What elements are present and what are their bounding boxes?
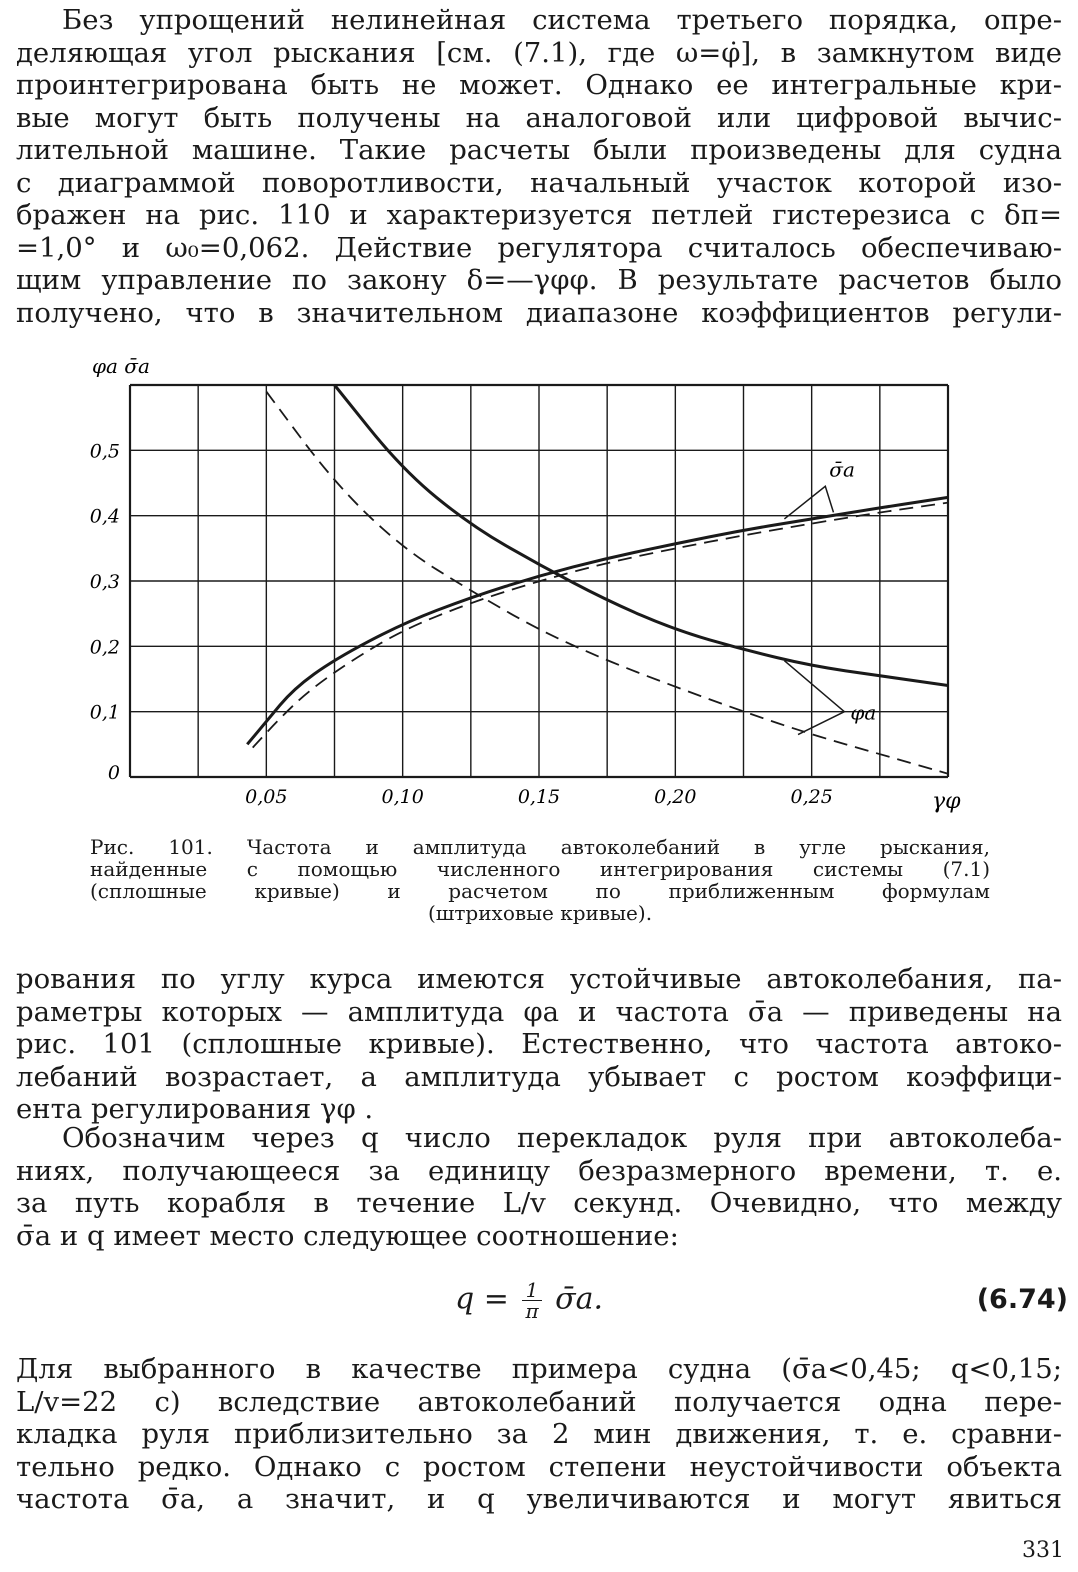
- phi-leader-line: [784, 661, 844, 735]
- text-line: σ̄a и q имеет место следующее соотношение:: [16, 1219, 679, 1252]
- x-tick-label: 0,05: [245, 786, 288, 808]
- text-line: рис. 101 (сплошные кривые). Естественно, что частота автоко-: [16, 1028, 1062, 1060]
- y-tick-label: 0,4: [90, 505, 120, 528]
- y-axis-label: φa σ̄a: [92, 355, 150, 378]
- text-line: ниях, получающееся за единицу безразмерного времени, т. е.: [16, 1154, 1062, 1187]
- formula-lhs: q =: [455, 1281, 509, 1317]
- series-0-solid: [247, 497, 948, 744]
- text-line: Без упрощений нелинейная система третьего порядка, опре-: [62, 4, 1062, 36]
- equation-6-74: [0, 1272, 1078, 1330]
- x-tick-label: 0,15: [517, 786, 561, 808]
- text-line: рования по углу курса имеются устойчивые автоколебания, па-: [16, 963, 1062, 995]
- text-line: за путь корабля в течение L/v секунд. Очевидно, что между: [16, 1187, 1062, 1219]
- caption-line: (штриховые кривые).: [427, 901, 653, 925]
- text-line: вые могут быть получены на аналоговой или цифровой вычис-: [16, 101, 1062, 134]
- formula-denominator: π: [525, 1299, 539, 1323]
- curve-annotations: [784, 457, 876, 734]
- formula-expression: [455, 1280, 603, 1321]
- paragraph-1: [16, 4, 1062, 329]
- sigma-annotation: σ̄a: [829, 457, 855, 482]
- text-line: щим управление по закону δ=—γφφ. В результате расчетов было: [16, 264, 1062, 296]
- text-line: частота σ̄a, а значит, и q увеличиваются и могут явиться: [16, 1483, 1062, 1515]
- text-line: Обозначим через q число перекладок руля при автоколеба-: [62, 1122, 1062, 1154]
- figure-101: [90, 355, 990, 825]
- text-line: лительной машине. Такие расчеты были произведены для судна: [16, 134, 1062, 166]
- y-tick-label: 0,5: [90, 440, 120, 463]
- y-tick-label: 0: [107, 762, 120, 784]
- formula-rhs: σ̄a.: [555, 1281, 604, 1317]
- x-tick-label: 0,10: [381, 786, 424, 808]
- x-tick-label: 0,20: [654, 786, 697, 808]
- text-line: с диаграммой поворотливости, начальный участок которой изо-: [16, 166, 1062, 199]
- text-line: деляющая угол рыскания [см. (7.1), где ω=φ̇], в замкнутом виде: [16, 36, 1062, 69]
- text-line: получено, что в значительном диапазоне коэффициентов регули-: [16, 296, 1062, 329]
- sigma-leader-line: [784, 486, 833, 519]
- text-line: тельно редко. Однако с ростом степени неустойчивости объекта: [16, 1450, 1062, 1483]
- text-line: =1,0° и ω₀=0,062. Действие регулятора считалось обеспечиваю-: [16, 231, 1062, 264]
- text-line: ента регулирования γφ .: [16, 1093, 374, 1125]
- page-number: 331: [1022, 1538, 1064, 1563]
- caption-line: (сплошные кривые) и расчетом по приближенным формулам: [90, 879, 990, 903]
- y-tick-label: 0,1: [90, 701, 120, 724]
- series-2-solid: [335, 385, 949, 686]
- y-tick-label: 0,3: [90, 571, 120, 593]
- paragraph-2: [16, 963, 1062, 1126]
- figure-caption: [90, 836, 990, 924]
- paragraph-3: [16, 1122, 1062, 1252]
- x-axis-label: γφ: [932, 789, 961, 814]
- text-line: раметры которых — амплитуда φa и частота σ̄a — приведены на: [16, 995, 1062, 1028]
- text-line: кладка руля приблизительно за 2 мин движения, т. е. сравни-: [16, 1418, 1062, 1450]
- text-line: проинтегрирована быть не может. Однако ее интегральные кри-: [16, 69, 1062, 101]
- text-line: L/v=22 с) вследствие автоколебаний получается одна пере-: [16, 1385, 1062, 1418]
- caption-line: найденные с помощью численного интегрирования системы (7.1): [90, 857, 990, 881]
- y-tick-label: 0,2: [90, 636, 120, 659]
- text-line: лебаний возрастает, а амплитуда убывает с ростом коэффици-: [16, 1060, 1062, 1093]
- formula-numerator: 1: [522, 1280, 541, 1301]
- chart: [90, 355, 990, 825]
- caption-line: Рис. 101. Частота и амплитуда автоколебаний в угле рыскания,: [90, 835, 990, 859]
- paragraph-4: [16, 1353, 1062, 1516]
- x-tick-label: 0,25: [790, 786, 833, 808]
- text-line: Для выбранного в качестве примера судна (σ̄a<0,45; q<0,15;: [16, 1353, 1062, 1385]
- formula-fraction: [522, 1280, 541, 1321]
- phi-annotation: φa: [850, 700, 877, 725]
- equation-number: (6.74): [976, 1284, 1068, 1315]
- text-line: бражен на рис. 110 и характеризуется петлей гистерезиса с δп=: [16, 199, 1062, 231]
